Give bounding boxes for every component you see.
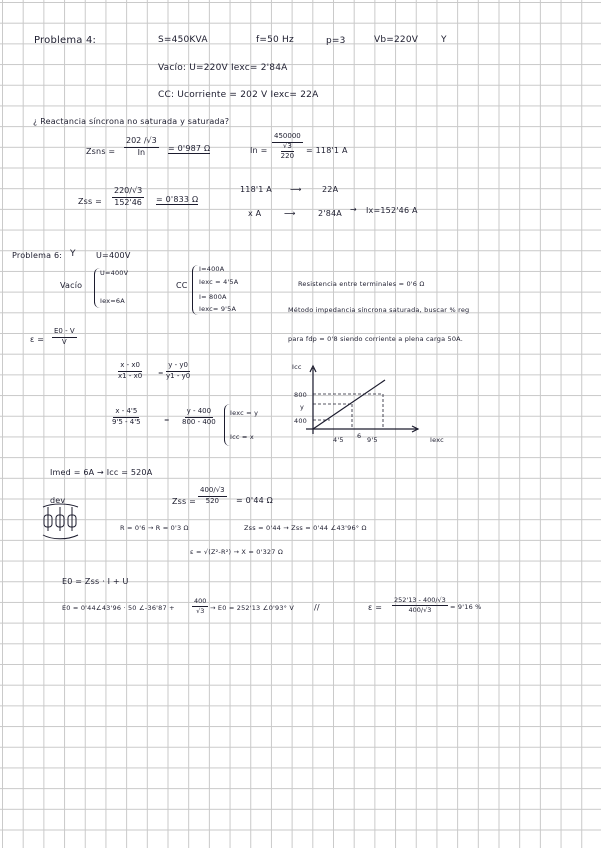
zss2-result: = 0'44 Ω (236, 496, 273, 505)
regulation-final-denominator: 400/√3 (408, 606, 432, 615)
arrow-icon: ⟶ (290, 185, 302, 194)
e0-fraction (192, 598, 208, 615)
cc-current-1: I=400A (199, 265, 225, 273)
regulation-final-result: = 9'16 % (450, 603, 482, 611)
graph-tick-400: 400 (294, 417, 308, 425)
resistance-note: Resistencia entre terminales = 0'6 Ω (298, 280, 425, 288)
brace-definition-2: Icc = x (230, 433, 254, 441)
e0-result: → E0 = 252'13 ∠0'93° V (210, 604, 295, 612)
arrow-icon: ⟶ (284, 209, 296, 218)
voltage-base-value: Vb=220V (374, 35, 419, 45)
short-circuit-test: CC: Ucorriente = 202 V Iexc= 22A (158, 90, 319, 100)
zsns-result: = 0'987 Ω (168, 144, 211, 153)
sub-left-denominator: 9'5 - 4'5 (112, 417, 141, 426)
regulation-denominator: V (61, 337, 67, 346)
zss-result: = 0'833 Ω (156, 195, 199, 204)
cc-excitation-2: Iexc= 9'5A (199, 305, 237, 313)
equals-sign: = (164, 416, 170, 424)
e0-calculation: E0 = 0'44∠43'96 · 50 ∠-36'87 + (62, 604, 175, 612)
winding-diagram-icon (40, 505, 82, 541)
graph-tick-800: 800 (294, 391, 308, 399)
arrow-icon: → (350, 205, 357, 214)
reactance-question: ¿ Reactancia síncrona no saturada y saturada? (33, 117, 230, 126)
cc-excitation-1: Iexc = 4'5A (199, 278, 239, 286)
dev-label: dev (50, 496, 66, 505)
frequency-value: f=50 Hz (256, 35, 294, 45)
open-circuit-voltage: U=400V (100, 269, 129, 277)
proportion-1-left: 118'1 A (240, 185, 272, 194)
proportion-2-left: x A (248, 209, 262, 218)
voltage-value: U=400V (96, 251, 131, 260)
interp-left-denominator: x1 - x0 (118, 371, 143, 380)
regulation-final-numerator: 252'13 - 400/√3 (392, 597, 448, 606)
regulation-final-fraction (392, 597, 448, 614)
in-result: = 118'1 A (306, 146, 348, 155)
in-denominator: 220 (280, 152, 295, 161)
zss2-denominator: 520 (205, 496, 219, 505)
zss2-numerator: 400/√3 (198, 487, 227, 497)
e0-numerator: 400 (192, 598, 208, 607)
proportion-2-right: 2'84A (318, 209, 342, 218)
interp-left-numerator: x - x0 (118, 362, 142, 372)
in-label: In = (250, 146, 268, 155)
zss2-label: Zss = (172, 497, 197, 506)
cc-current-2: I= 800A (199, 293, 227, 301)
open-circuit-current: Iex=6A (100, 297, 125, 305)
sub-right-numerator: y - 400 (185, 408, 213, 418)
characteristic-line (313, 380, 385, 429)
sub-left-numerator: x - 4'5 (113, 408, 139, 418)
graph-tick-9-5: 9'5 (367, 436, 378, 444)
interp-right-numerator: y - y0 (166, 362, 190, 372)
open-circuit-test: Vacío: U=220V Iexc= 2'84A (158, 63, 288, 73)
connection-label: Y (441, 35, 447, 45)
open-circuit-label: Vacío (60, 281, 83, 290)
zss2-fraction (198, 487, 227, 505)
regulation-numerator: E0 - V (52, 328, 77, 338)
zss-polar: Zss = 0'44 → Zss = 0'44 ∠43'96° Ω (244, 524, 367, 532)
double-slash-mark: // (314, 603, 320, 612)
proportion-result: Ix=152'46 A (366, 206, 418, 215)
interp-right-denominator: y1 - y0 (166, 371, 191, 380)
regulation-label: ε = (30, 335, 45, 344)
e0-denominator: √3 (196, 607, 205, 616)
equals-sign: = (158, 369, 164, 377)
short-circuit-label: CC (176, 281, 188, 290)
regulation-final-label: ε = (368, 603, 383, 612)
power-value: S=450KVA (158, 35, 208, 45)
proportion-1-right: 22A (322, 185, 339, 194)
in-sqrt3: √3 (281, 143, 294, 153)
zss-numerator: 220/√3 (112, 187, 144, 198)
graph-y-axis-label: Icc (292, 363, 302, 371)
graph-tick-6: 6 (357, 432, 362, 440)
zsns-numerator: 202 /√3 (124, 137, 159, 148)
problem-4-title: Problema 4: (34, 35, 97, 46)
problem-6-title: Problema 6: (12, 251, 63, 260)
e0-formula: E0 = Zss · I + U (62, 577, 129, 586)
zsns-denominator: In (137, 147, 146, 157)
poles-value: p=3 (326, 36, 346, 46)
graph-tick-4-5: 4'5 (333, 436, 344, 444)
in-numerator: 450000 (272, 133, 303, 143)
brace-definition-1: Iexc = y (230, 409, 259, 417)
connection-label: Y (70, 249, 76, 259)
zss-label: Zss = (78, 197, 103, 206)
resistance-per-phase: R = 0'6 → R = 0'3 Ω (120, 524, 189, 532)
zss-denominator: 152'46 (114, 197, 142, 207)
graph-x-axis-label: Iexc (430, 436, 444, 444)
method-note: Método impedancia síncrona saturada, buscar % reg (288, 306, 470, 314)
graph-tick-y: y (300, 403, 305, 411)
power-factor-note: para fdp = 0'8 siendo corriente a plena carga 50A. (288, 335, 463, 343)
interpolation-result: Imed = 6A → Icc = 520A (50, 468, 153, 477)
reactance-calc: ε = √(Z²-R²) → X = 0'327 Ω (190, 548, 284, 556)
zsns-label: Zsns = (86, 147, 116, 156)
sub-right-denominator: 800 - 400 (182, 417, 216, 426)
